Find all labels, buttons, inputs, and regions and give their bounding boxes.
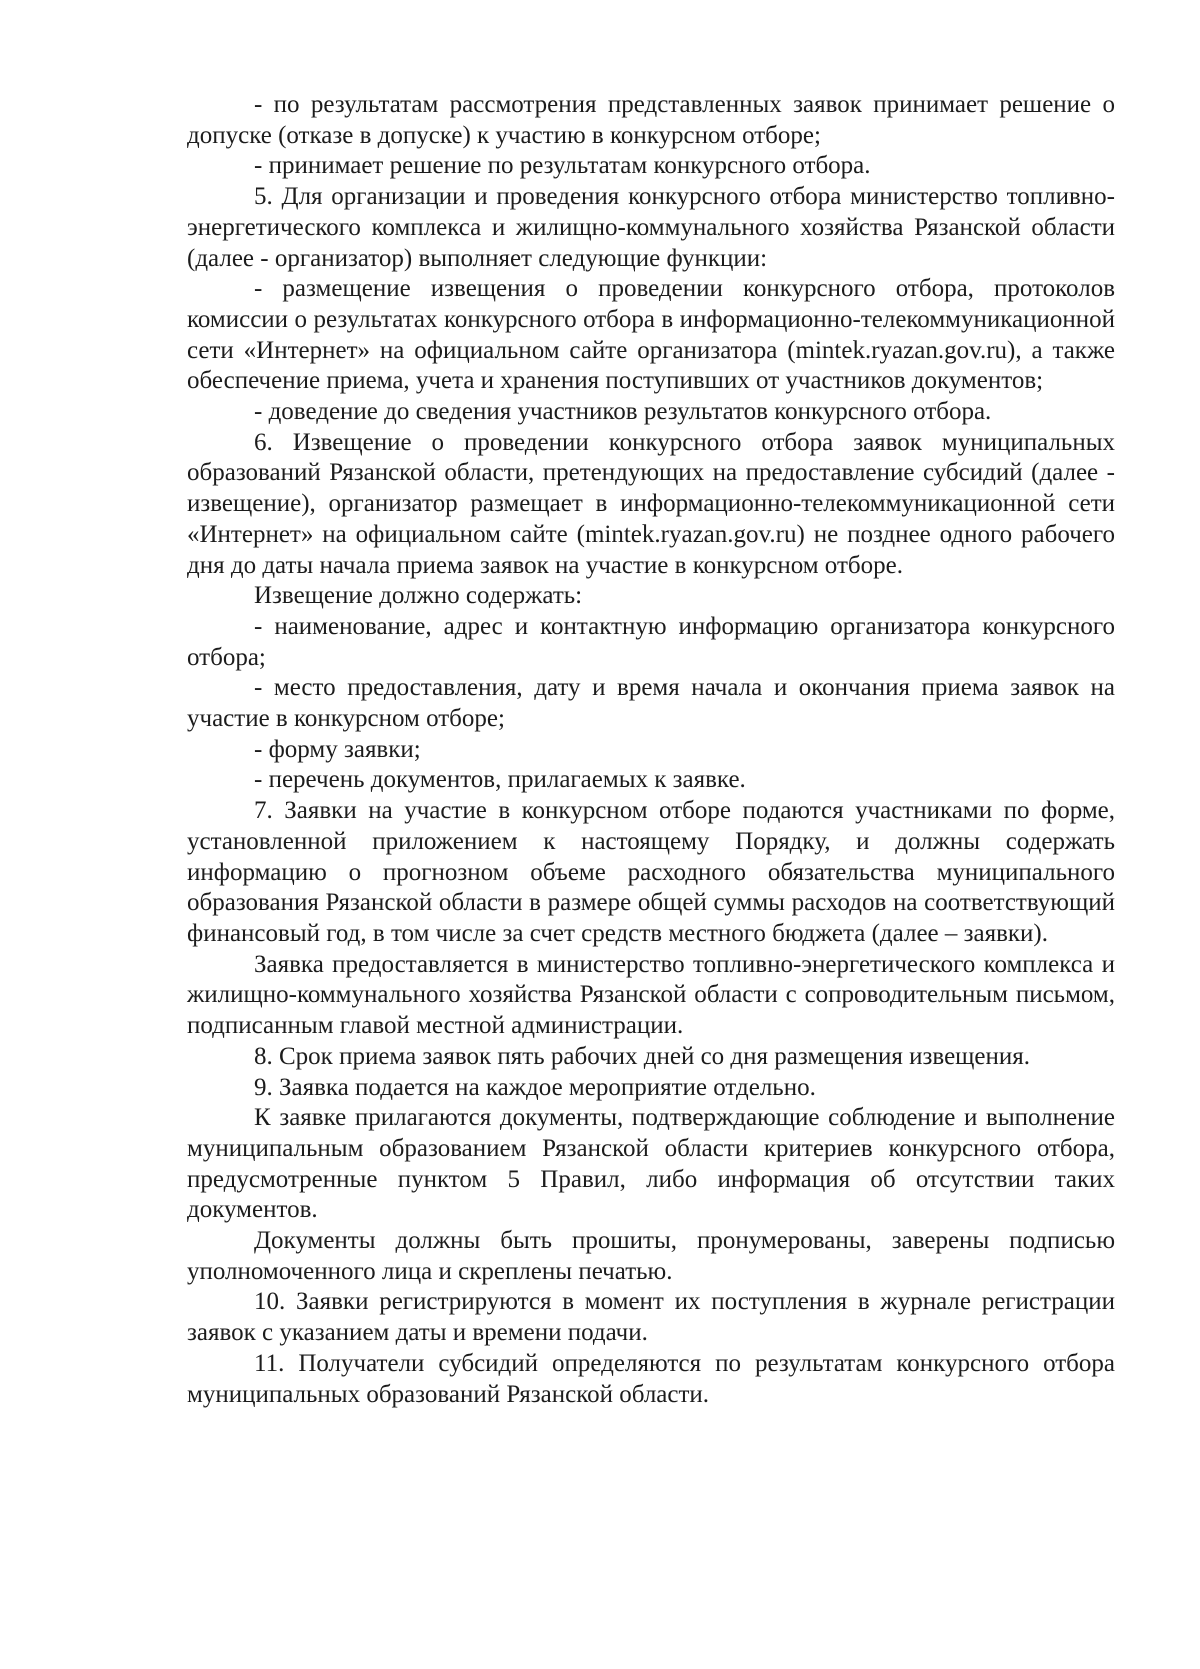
paragraph-results-decision: - принимает решение по результатам конкурсного отбора.: [254, 152, 871, 180]
paragraph-item-9: 9. Заявка подается на каждое мероприятие отдельно.: [254, 1073, 816, 1101]
paragraph-notice-place-time: - место предоставления, дату и время начала и окончания приема заявок на участие в конкурсном отборе;: [187, 674, 1115, 733]
paragraph-item-8: 8. Срок приема заявок пять рабочих дней со дня размещения извещения.: [254, 1042, 1031, 1070]
paragraph-notice-form: - форму заявки;: [254, 735, 421, 763]
document-body: [187, 90, 1115, 1410]
paragraph-submission: Заявка предоставляется в министерство топливно-энергетического комплекса и жилищно-коммунального хозяйства Рязанской области с сопроводительным письмом, подписанным главой местной администрации.: [187, 950, 1115, 1040]
paragraph-notice-organizer-info: - наименование, адрес и контактную информацию организатора конкурсного отбора;: [187, 612, 1115, 671]
paragraph-notice-contents-intro: Извещение должно содержать:: [254, 582, 583, 610]
paragraph-item-7: 7. Заявки на участие в конкурсном отборе подаются участниками по форме, установленной приложением к настоящему Порядку, и должны содержать информацию о прогнозном объеме расходного обязательства муниципального образования Рязанской области в размере общей суммы расходов на соответствующий финансовый год, в том числе за счет средств местного бюджета (далее – заявки).: [187, 797, 1115, 947]
paragraph-item-5: 5. Для организации и проведения конкурсного отбора министерство топливно-энергетического комплекса и жилищно-коммунального хозяйства Рязанской области (далее - организатор) выполняет следующие функции:: [187, 183, 1115, 272]
paragraph-publication-duty: - размещение извещения о проведении конкурсного отбора, протоколов комиссии о результатах конкурсного отбора в информационно-телекоммуникационной сети «Интернет» на официальном сайте организатора (mintek.ryazan.gov.ru), а также обеспечение приема, учета и хранения поступивших от участников документов;: [187, 275, 1115, 395]
paragraph-notification-duty: - доведение до сведения участников результатов конкурсного отбора.: [254, 398, 992, 426]
paragraph-item-6: 6. Извещение о проведении конкурсного отбора заявок муниципальных образований Рязанской области, претендующих на предоставление субсидий (далее - извещение), организатор размещает в информационно-телекоммуникационной сети «Интернет» на официальном сайте (mintek.ryazan.gov.ru) не позднее одного рабочего дня до даты начала приема заявок на участие в конкурсном отборе.: [187, 428, 1115, 579]
paragraph-item-10: 10. Заявки регистрируются в момент их поступления в журнале регистрации заявок с указанием даты и времени подачи.: [187, 1288, 1115, 1347]
paragraph-item-11: 11. Получатели субсидий определяются по результатам конкурсного отбора муниципальных образований Рязанской области.: [187, 1349, 1115, 1408]
paragraph-notice-documents: - перечень документов, прилагаемых к заявке.: [254, 766, 746, 794]
paragraph-admission-decision: - по результатам рассмотрения представленных заявок принимает решение о допуске (отказе в допуске) к участию в конкурсном отборе;: [187, 91, 1115, 149]
paragraph-document-certification: Документы должны быть прошиты, пронумерованы, заверены подписью уполномоченного лица и скреплены печатью.: [187, 1227, 1115, 1285]
paragraph-attachments: К заявке прилагаются документы, подтверждающие соблюдение и выполнение муниципальным образованием Рязанской области критериев конкурсного отбора, предусмотренные пунктом 5 Правил, либо информация об отсутствии таких документов.: [187, 1104, 1115, 1224]
